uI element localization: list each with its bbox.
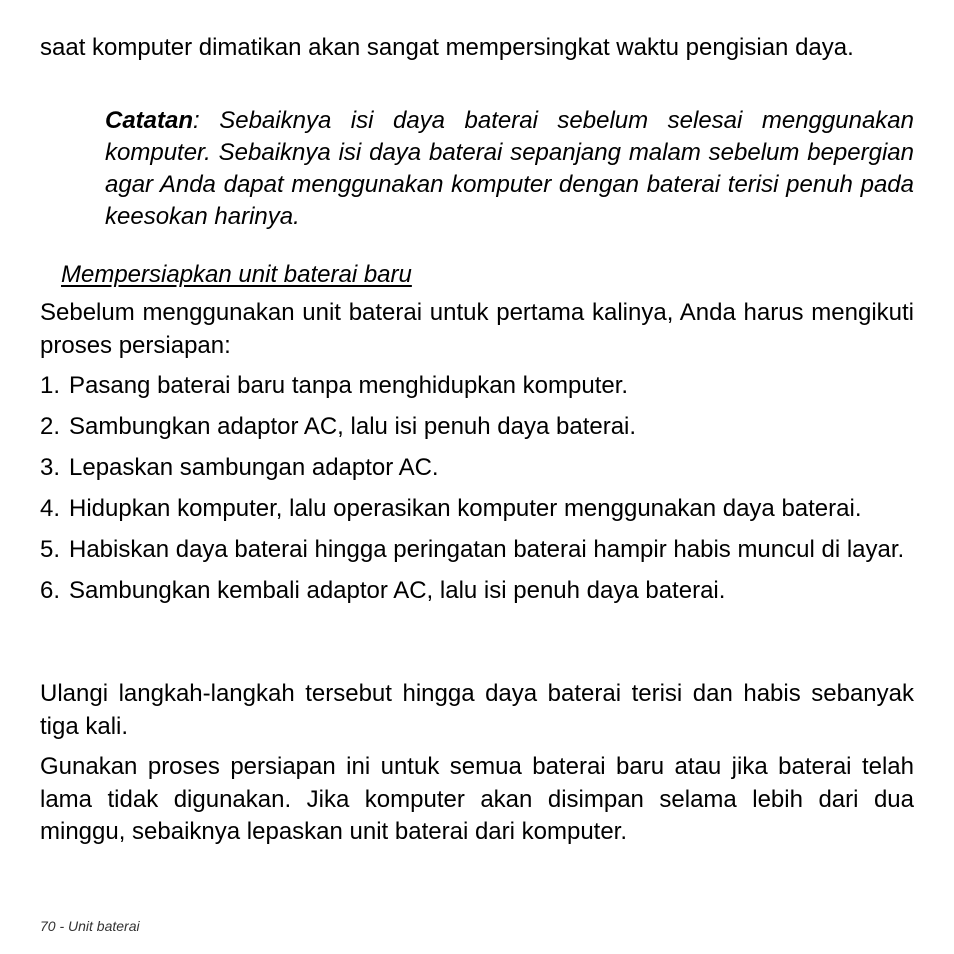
step-text: Habiskan daya baterai hingga peringatan baterai hampir habis muncul di layar. [69,536,905,563]
repeat-paragraph: Ulangi langkah-langkah tersebut hingga daya baterai terisi dan habis sebanyak tiga kali. [40,680,914,740]
step-number: 1. [40,372,61,399]
note-text: : Sebaiknya isi daya baterai sebelum selesai menggunakan komputer. Sebaiknya isi daya baterai sepanjang malam sebelum bepergian agar Anda dapat menggunakan komputer dengan baterai terisi penuh pada keesokan harinya. [105,107,914,230]
step-number: 2. [40,413,61,440]
usage-paragraph: Gunakan proses persiapan ini untuk semua baterai baru atau jika baterai telah lama tidak digunakan. Jika komputer akan disimpan selama lebih dari dua minggu, sebaiknya lepaskan unit baterai dari komputer. [40,753,914,845]
step-text: Pasang baterai baru tanpa menghidupkan komputer. [69,372,629,399]
step-number: 5. [40,536,61,563]
note-block [105,105,914,233]
step-text: Hidupkan komputer, lalu operasikan komputer menggunakan daya baterai. [69,495,862,522]
note-label: Catatan [105,107,194,134]
section-heading: Mempersiapkan unit baterai baru [61,261,412,288]
step-number: 6. [40,577,61,604]
step-text: Sambungkan kembali adaptor AC, lalu isi penuh daya baterai. [69,577,726,604]
page-footer: 70 - Unit baterai [40,918,140,934]
list-item [40,452,914,485]
step-text: Lepaskan sambungan adaptor AC. [69,454,439,481]
prep-intro-paragraph: Sebelum menggunakan unit baterai untuk pertama kalinya, Anda harus mengikuti proses persiapan: [40,299,914,359]
list-item [40,411,914,444]
step-number: 3. [40,454,61,481]
steps-list [40,370,914,616]
step-number: 4. [40,495,61,522]
list-item [40,493,914,526]
step-text: Sambungkan adaptor AC, lalu isi penuh daya baterai. [69,413,637,440]
list-item [40,370,914,403]
list-item [40,575,914,608]
list-item [40,534,914,567]
intro-paragraph: saat komputer dimatikan akan sangat mempersingkat waktu pengisian daya. [40,34,854,61]
